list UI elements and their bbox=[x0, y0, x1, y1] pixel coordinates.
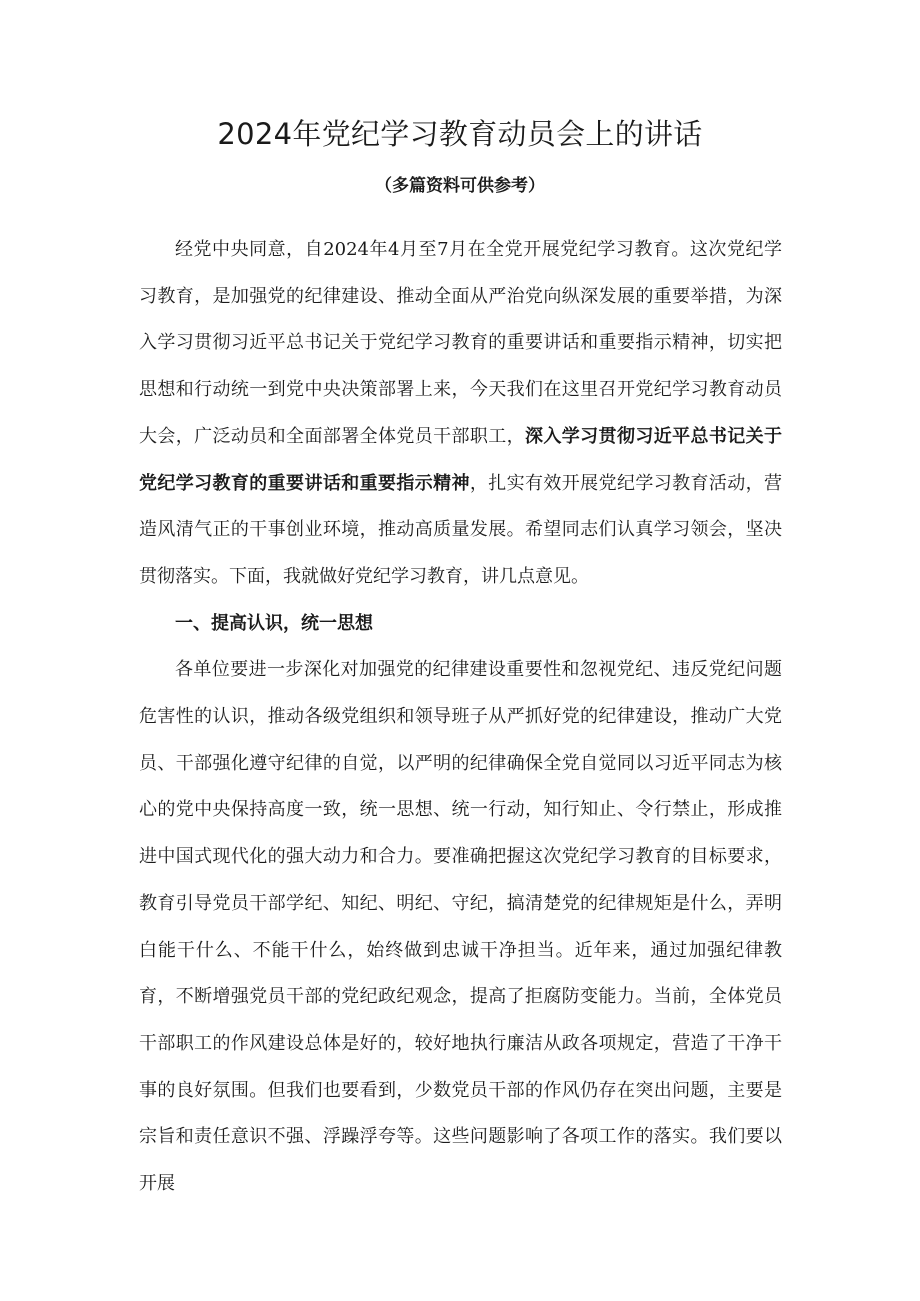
intro-text-part2: ，扎实有效开展党纪学习教育活动，营造风清气正的干事创业环境，推动高质量发展。希望同志们认真学习领会，坚决贯彻落实。下面，我就做好党纪学习教育，讲几点意见。 bbox=[139, 472, 783, 587]
intro-text-part1: 经党中央同意，自2024年4月至7月在全党开展党纪学习教育。这次党纪学习教育，是加强党的纪律建设、推动全面从严治党向纵深发展的重要举措，为深入学习贯彻习近平总书记关于党纪学习教育的重要讲话和重要指示精神，切实把思想和行动统一到党中央决策部署上来，今天我们在这里召开党纪学习教育动员大会，广泛动员和全面部署全体党员干部职工， bbox=[139, 239, 782, 447]
section-heading: 一、提高认识，统一思想 bbox=[175, 612, 373, 634]
intro-paragraph bbox=[139, 227, 782, 601]
intro-bold-text: 深入学习贯彻习近平总书记关于党纪学习教育的重要讲话和重要指示精神 bbox=[139, 425, 783, 494]
section-paragraph: 各单位要进一步深化对加强党的纪律建设重要性和忽视党纪、违反党纪问题危害性的认识，推动各级党组织和领导班子从严抓好党的纪律建设，推动广大党员、干部强化遵守纪律的自觉，以严明的纪律确保全党自觉同以习近平同志为核心的党中央保持高度一致，统一思想、统一行动，知行知止、令行禁止，形成推进中国式现代化的强大动力和合力。要准确把握这次党纪学习教育的目标要求，教育引导党员干部学纪、知纪、明纪、守纪，搞清楚党的纪律规矩是什么，弄明白能干什么、不能干什么，始终做到忠诚干净担当。近年来，通过加强纪律教育，不断增强党员干部的党纪政纪观念，提高了拒腐防变能力。当前，全体党员干部职工的作风建设总体是好的，较好地执行廉洁从政各项规定，营造了干净干事的良好氛围。但我们也要看到，少数党员干部的作风仍存在突出问题，主要是宗旨和责任意识不强、浮躁浮夸等。这些问题影响了各项工作的落实。我们要以开展 bbox=[139, 659, 782, 1195]
document-body bbox=[139, 227, 782, 1208]
page-subtitle: （多篇资料可供参考） bbox=[375, 176, 545, 196]
page-title: 2024年党纪学习教育动员会上的讲话 bbox=[217, 117, 703, 151]
